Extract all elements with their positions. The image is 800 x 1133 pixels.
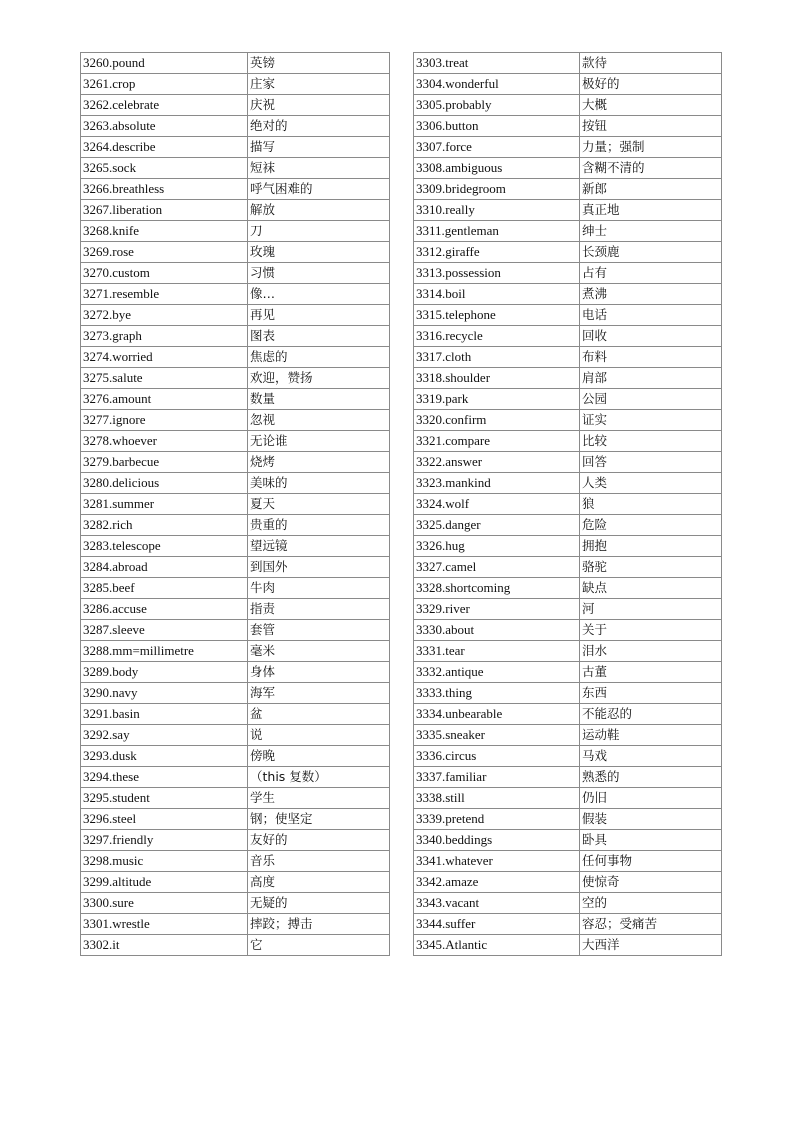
english-word-cell: 3326.hug bbox=[414, 536, 580, 557]
chinese-meaning-cell: 东西 bbox=[580, 683, 722, 704]
english-word-cell: 3317.cloth bbox=[414, 347, 580, 368]
chinese-meaning-cell: 数量 bbox=[248, 389, 390, 410]
table-row bbox=[414, 242, 722, 263]
english-word-cell: 3303.treat bbox=[414, 53, 580, 74]
chinese-meaning-cell: 毫米 bbox=[248, 641, 390, 662]
table-row bbox=[414, 620, 722, 641]
table-row bbox=[81, 641, 390, 662]
chinese-meaning-cell: 贵重的 bbox=[248, 515, 390, 536]
chinese-meaning-cell: 证实 bbox=[580, 410, 722, 431]
english-word-cell: 3279.barbecue bbox=[81, 452, 248, 473]
english-word-cell: 3334.unbearable bbox=[414, 704, 580, 725]
chinese-meaning-cell: 卧具 bbox=[580, 830, 722, 851]
table-row bbox=[414, 326, 722, 347]
chinese-meaning-cell: 狼 bbox=[580, 494, 722, 515]
table-row bbox=[81, 893, 390, 914]
chinese-meaning-cell: 河 bbox=[580, 599, 722, 620]
table-row bbox=[414, 137, 722, 158]
chinese-meaning-cell: （this 复数） bbox=[248, 767, 390, 788]
chinese-meaning-cell: 仍旧 bbox=[580, 788, 722, 809]
english-word-cell: 3324.wolf bbox=[414, 494, 580, 515]
chinese-meaning-cell: 习惯 bbox=[248, 263, 390, 284]
table-row bbox=[81, 95, 390, 116]
english-word-cell: 3297.friendly bbox=[81, 830, 248, 851]
english-word-cell: 3271.resemble bbox=[81, 284, 248, 305]
chinese-meaning-cell: 欢迎，赞扬 bbox=[248, 368, 390, 389]
table-row bbox=[414, 200, 722, 221]
table-row bbox=[414, 74, 722, 95]
english-word-cell: 3313.possession bbox=[414, 263, 580, 284]
english-word-cell: 3337.familiar bbox=[414, 767, 580, 788]
table-row bbox=[414, 158, 722, 179]
chinese-meaning-cell: 友好的 bbox=[248, 830, 390, 851]
table-row bbox=[414, 95, 722, 116]
table-row bbox=[414, 725, 722, 746]
english-word-cell: 3320.confirm bbox=[414, 410, 580, 431]
chinese-meaning-cell: 无疑的 bbox=[248, 893, 390, 914]
english-word-cell: 3265.sock bbox=[81, 158, 248, 179]
chinese-meaning-cell: 任何事物 bbox=[580, 851, 722, 872]
english-word-cell: 3304.wonderful bbox=[414, 74, 580, 95]
table-row bbox=[81, 347, 390, 368]
english-word-cell: 3295.student bbox=[81, 788, 248, 809]
table-row bbox=[414, 746, 722, 767]
chinese-meaning-cell: 绅士 bbox=[580, 221, 722, 242]
table-row bbox=[81, 767, 390, 788]
table-row bbox=[81, 914, 390, 935]
chinese-meaning-cell: 像… bbox=[248, 284, 390, 305]
english-word-cell: 3277.ignore bbox=[81, 410, 248, 431]
table-row bbox=[414, 683, 722, 704]
vocab-table-right bbox=[413, 52, 722, 956]
english-word-cell: 3344.suffer bbox=[414, 914, 580, 935]
english-word-cell: 3323.mankind bbox=[414, 473, 580, 494]
english-word-cell: 3300.sure bbox=[81, 893, 248, 914]
chinese-meaning-cell: 古董 bbox=[580, 662, 722, 683]
english-word-cell: 3268.knife bbox=[81, 221, 248, 242]
chinese-meaning-cell: 焦虑的 bbox=[248, 347, 390, 368]
chinese-meaning-cell: 布料 bbox=[580, 347, 722, 368]
vocab-table-right-body bbox=[414, 53, 722, 956]
english-word-cell: 3329.river bbox=[414, 599, 580, 620]
english-word-cell: 3310.really bbox=[414, 200, 580, 221]
english-word-cell: 3302.it bbox=[81, 935, 248, 956]
english-word-cell: 3261.crop bbox=[81, 74, 248, 95]
chinese-meaning-cell: 按钮 bbox=[580, 116, 722, 137]
english-word-cell: 3338.still bbox=[414, 788, 580, 809]
table-row bbox=[81, 263, 390, 284]
english-word-cell: 3306.button bbox=[414, 116, 580, 137]
english-word-cell: 3318.shoulder bbox=[414, 368, 580, 389]
table-row bbox=[81, 599, 390, 620]
english-word-cell: 3293.dusk bbox=[81, 746, 248, 767]
chinese-meaning-cell: 说 bbox=[248, 725, 390, 746]
table-row bbox=[414, 53, 722, 74]
table-row bbox=[414, 305, 722, 326]
english-word-cell: 3264.describe bbox=[81, 137, 248, 158]
chinese-meaning-cell: 再见 bbox=[248, 305, 390, 326]
english-word-cell: 3286.accuse bbox=[81, 599, 248, 620]
english-word-cell: 3336.circus bbox=[414, 746, 580, 767]
table-row bbox=[81, 578, 390, 599]
table-row bbox=[414, 662, 722, 683]
chinese-meaning-cell: 摔跤；搏击 bbox=[248, 914, 390, 935]
table-row bbox=[81, 74, 390, 95]
table-row bbox=[414, 494, 722, 515]
chinese-meaning-cell: 关于 bbox=[580, 620, 722, 641]
table-row bbox=[414, 116, 722, 137]
table-row bbox=[414, 347, 722, 368]
chinese-meaning-cell: 烧烤 bbox=[248, 452, 390, 473]
english-word-cell: 3322.answer bbox=[414, 452, 580, 473]
table-row bbox=[81, 305, 390, 326]
english-word-cell: 3301.wrestle bbox=[81, 914, 248, 935]
chinese-meaning-cell: 熟悉的 bbox=[580, 767, 722, 788]
chinese-meaning-cell: 回收 bbox=[580, 326, 722, 347]
english-word-cell: 3298.music bbox=[81, 851, 248, 872]
english-word-cell: 3327.camel bbox=[414, 557, 580, 578]
english-word-cell: 3263.absolute bbox=[81, 116, 248, 137]
chinese-meaning-cell: 学生 bbox=[248, 788, 390, 809]
english-word-cell: 3341.whatever bbox=[414, 851, 580, 872]
english-word-cell: 3281.summer bbox=[81, 494, 248, 515]
table-row bbox=[81, 788, 390, 809]
table-row bbox=[414, 872, 722, 893]
table-row bbox=[414, 389, 722, 410]
chinese-meaning-cell: 套管 bbox=[248, 620, 390, 641]
chinese-meaning-cell: 使惊奇 bbox=[580, 872, 722, 893]
english-word-cell: 3289.body bbox=[81, 662, 248, 683]
english-word-cell: 3276.amount bbox=[81, 389, 248, 410]
table-row bbox=[81, 284, 390, 305]
english-word-cell: 3283.telescope bbox=[81, 536, 248, 557]
table-row bbox=[81, 494, 390, 515]
chinese-meaning-cell: 庆祝 bbox=[248, 95, 390, 116]
english-word-cell: 3290.navy bbox=[81, 683, 248, 704]
table-row bbox=[81, 809, 390, 830]
english-word-cell: 3328.shortcoming bbox=[414, 578, 580, 599]
english-word-cell: 3342.amaze bbox=[414, 872, 580, 893]
chinese-meaning-cell: 身体 bbox=[248, 662, 390, 683]
table-row bbox=[414, 830, 722, 851]
english-word-cell: 3311.gentleman bbox=[414, 221, 580, 242]
chinese-meaning-cell: 它 bbox=[248, 935, 390, 956]
chinese-meaning-cell: 音乐 bbox=[248, 851, 390, 872]
chinese-meaning-cell: 不能忍的 bbox=[580, 704, 722, 725]
chinese-meaning-cell: 真正地 bbox=[580, 200, 722, 221]
english-word-cell: 3292.say bbox=[81, 725, 248, 746]
chinese-meaning-cell: 煮沸 bbox=[580, 284, 722, 305]
english-word-cell: 3331.tear bbox=[414, 641, 580, 662]
table-row bbox=[81, 620, 390, 641]
chinese-meaning-cell: 美味的 bbox=[248, 473, 390, 494]
chinese-meaning-cell: 图表 bbox=[248, 326, 390, 347]
english-word-cell: 3278.whoever bbox=[81, 431, 248, 452]
english-word-cell: 3288.mm=millimetre bbox=[81, 641, 248, 662]
table-row bbox=[414, 536, 722, 557]
table-row bbox=[81, 830, 390, 851]
table-row bbox=[81, 389, 390, 410]
table-row bbox=[414, 641, 722, 662]
english-word-cell: 3284.abroad bbox=[81, 557, 248, 578]
chinese-meaning-cell: 呼气困难的 bbox=[248, 179, 390, 200]
table-row bbox=[81, 431, 390, 452]
table-row bbox=[81, 725, 390, 746]
chinese-meaning-cell: 比较 bbox=[580, 431, 722, 452]
vocab-table-left bbox=[80, 52, 390, 956]
english-word-cell: 3339.pretend bbox=[414, 809, 580, 830]
table-row bbox=[81, 872, 390, 893]
chinese-meaning-cell: 占有 bbox=[580, 263, 722, 284]
table-row bbox=[414, 221, 722, 242]
chinese-meaning-cell: 钢；使坚定 bbox=[248, 809, 390, 830]
english-word-cell: 3273.graph bbox=[81, 326, 248, 347]
chinese-meaning-cell: 极好的 bbox=[580, 74, 722, 95]
english-word-cell: 3296.steel bbox=[81, 809, 248, 830]
chinese-meaning-cell: 空的 bbox=[580, 893, 722, 914]
chinese-meaning-cell: 长颈鹿 bbox=[580, 242, 722, 263]
chinese-meaning-cell: 夏天 bbox=[248, 494, 390, 515]
english-word-cell: 3319.park bbox=[414, 389, 580, 410]
table-row bbox=[414, 431, 722, 452]
english-word-cell: 3267.liberation bbox=[81, 200, 248, 221]
english-word-cell: 3316.recycle bbox=[414, 326, 580, 347]
english-word-cell: 3266.breathless bbox=[81, 179, 248, 200]
chinese-meaning-cell: 大西洋 bbox=[580, 935, 722, 956]
table-row bbox=[414, 179, 722, 200]
table-row bbox=[81, 53, 390, 74]
table-row bbox=[414, 452, 722, 473]
chinese-meaning-cell: 回答 bbox=[580, 452, 722, 473]
table-row bbox=[81, 935, 390, 956]
table-row bbox=[414, 914, 722, 935]
table-row bbox=[414, 851, 722, 872]
chinese-meaning-cell: 假装 bbox=[580, 809, 722, 830]
chinese-meaning-cell: 大概 bbox=[580, 95, 722, 116]
table-row bbox=[81, 410, 390, 431]
english-word-cell: 3260.pound bbox=[81, 53, 248, 74]
english-word-cell: 3333.thing bbox=[414, 683, 580, 704]
table-row bbox=[414, 809, 722, 830]
table-row bbox=[81, 473, 390, 494]
english-word-cell: 3315.telephone bbox=[414, 305, 580, 326]
chinese-meaning-cell: 高度 bbox=[248, 872, 390, 893]
english-word-cell: 3270.custom bbox=[81, 263, 248, 284]
table-row bbox=[81, 557, 390, 578]
chinese-meaning-cell: 绝对的 bbox=[248, 116, 390, 137]
table-row bbox=[414, 263, 722, 284]
table-row bbox=[414, 557, 722, 578]
chinese-meaning-cell: 望远镜 bbox=[248, 536, 390, 557]
english-word-cell: 3294.these bbox=[81, 767, 248, 788]
english-word-cell: 3275.salute bbox=[81, 368, 248, 389]
table-row bbox=[414, 935, 722, 956]
table-row bbox=[414, 410, 722, 431]
table-row bbox=[414, 284, 722, 305]
chinese-meaning-cell: 短袜 bbox=[248, 158, 390, 179]
table-row bbox=[81, 221, 390, 242]
table-row bbox=[81, 515, 390, 536]
english-word-cell: 3314.boil bbox=[414, 284, 580, 305]
table-row bbox=[81, 746, 390, 767]
chinese-meaning-cell: 刀 bbox=[248, 221, 390, 242]
table-row bbox=[81, 326, 390, 347]
chinese-meaning-cell: 英镑 bbox=[248, 53, 390, 74]
chinese-meaning-cell: 马戏 bbox=[580, 746, 722, 767]
table-row bbox=[81, 536, 390, 557]
english-word-cell: 3274.worried bbox=[81, 347, 248, 368]
table-row bbox=[414, 893, 722, 914]
table-row bbox=[81, 662, 390, 683]
chinese-meaning-cell: 盆 bbox=[248, 704, 390, 725]
english-word-cell: 3335.sneaker bbox=[414, 725, 580, 746]
table-row bbox=[81, 683, 390, 704]
english-word-cell: 3330.about bbox=[414, 620, 580, 641]
english-word-cell: 3345.Atlantic bbox=[414, 935, 580, 956]
table-row bbox=[81, 242, 390, 263]
english-word-cell: 3312.giraffe bbox=[414, 242, 580, 263]
table-row bbox=[81, 704, 390, 725]
table-row bbox=[414, 368, 722, 389]
chinese-meaning-cell: 缺点 bbox=[580, 578, 722, 599]
chinese-meaning-cell: 指责 bbox=[248, 599, 390, 620]
chinese-meaning-cell: 新郎 bbox=[580, 179, 722, 200]
english-word-cell: 3332.antique bbox=[414, 662, 580, 683]
table-row bbox=[81, 452, 390, 473]
table-row bbox=[414, 578, 722, 599]
table-row bbox=[414, 788, 722, 809]
vocab-table-left-body bbox=[81, 53, 390, 956]
table-row bbox=[414, 704, 722, 725]
chinese-meaning-cell: 拥抱 bbox=[580, 536, 722, 557]
english-word-cell: 3269.rose bbox=[81, 242, 248, 263]
table-row bbox=[81, 158, 390, 179]
english-word-cell: 3325.danger bbox=[414, 515, 580, 536]
table-row bbox=[414, 599, 722, 620]
chinese-meaning-cell: 解放 bbox=[248, 200, 390, 221]
chinese-meaning-cell: 人类 bbox=[580, 473, 722, 494]
table-row bbox=[81, 179, 390, 200]
english-word-cell: 3343.vacant bbox=[414, 893, 580, 914]
chinese-meaning-cell: 容忍；受痛苦 bbox=[580, 914, 722, 935]
table-row bbox=[414, 515, 722, 536]
chinese-meaning-cell: 款待 bbox=[580, 53, 722, 74]
english-word-cell: 3280.delicious bbox=[81, 473, 248, 494]
chinese-meaning-cell: 肩部 bbox=[580, 368, 722, 389]
english-word-cell: 3299.altitude bbox=[81, 872, 248, 893]
table-row bbox=[414, 767, 722, 788]
chinese-meaning-cell: 电话 bbox=[580, 305, 722, 326]
chinese-meaning-cell: 泪水 bbox=[580, 641, 722, 662]
chinese-meaning-cell: 玫瑰 bbox=[248, 242, 390, 263]
table-row bbox=[81, 137, 390, 158]
english-word-cell: 3340.beddings bbox=[414, 830, 580, 851]
english-word-cell: 3287.sleeve bbox=[81, 620, 248, 641]
chinese-meaning-cell: 海军 bbox=[248, 683, 390, 704]
chinese-meaning-cell: 傍晚 bbox=[248, 746, 390, 767]
english-word-cell: 3307.force bbox=[414, 137, 580, 158]
table-row bbox=[81, 368, 390, 389]
chinese-meaning-cell: 含糊不清的 bbox=[580, 158, 722, 179]
table-row bbox=[414, 473, 722, 494]
chinese-meaning-cell: 公园 bbox=[580, 389, 722, 410]
english-word-cell: 3272.bye bbox=[81, 305, 248, 326]
chinese-meaning-cell: 忽视 bbox=[248, 410, 390, 431]
chinese-meaning-cell: 运动鞋 bbox=[580, 725, 722, 746]
english-word-cell: 3308.ambiguous bbox=[414, 158, 580, 179]
table-row bbox=[81, 116, 390, 137]
chinese-meaning-cell: 危险 bbox=[580, 515, 722, 536]
chinese-meaning-cell: 描写 bbox=[248, 137, 390, 158]
english-word-cell: 3285.beef bbox=[81, 578, 248, 599]
english-word-cell: 3305.probably bbox=[414, 95, 580, 116]
chinese-meaning-cell: 到国外 bbox=[248, 557, 390, 578]
chinese-meaning-cell: 无论谁 bbox=[248, 431, 390, 452]
chinese-meaning-cell: 骆驼 bbox=[580, 557, 722, 578]
english-word-cell: 3262.celebrate bbox=[81, 95, 248, 116]
english-word-cell: 3282.rich bbox=[81, 515, 248, 536]
english-word-cell: 3321.compare bbox=[414, 431, 580, 452]
english-word-cell: 3309.bridegroom bbox=[414, 179, 580, 200]
table-row bbox=[81, 200, 390, 221]
chinese-meaning-cell: 庄家 bbox=[248, 74, 390, 95]
chinese-meaning-cell: 牛肉 bbox=[248, 578, 390, 599]
english-word-cell: 3291.basin bbox=[81, 704, 248, 725]
table-row bbox=[81, 851, 390, 872]
chinese-meaning-cell: 力量；强制 bbox=[580, 137, 722, 158]
